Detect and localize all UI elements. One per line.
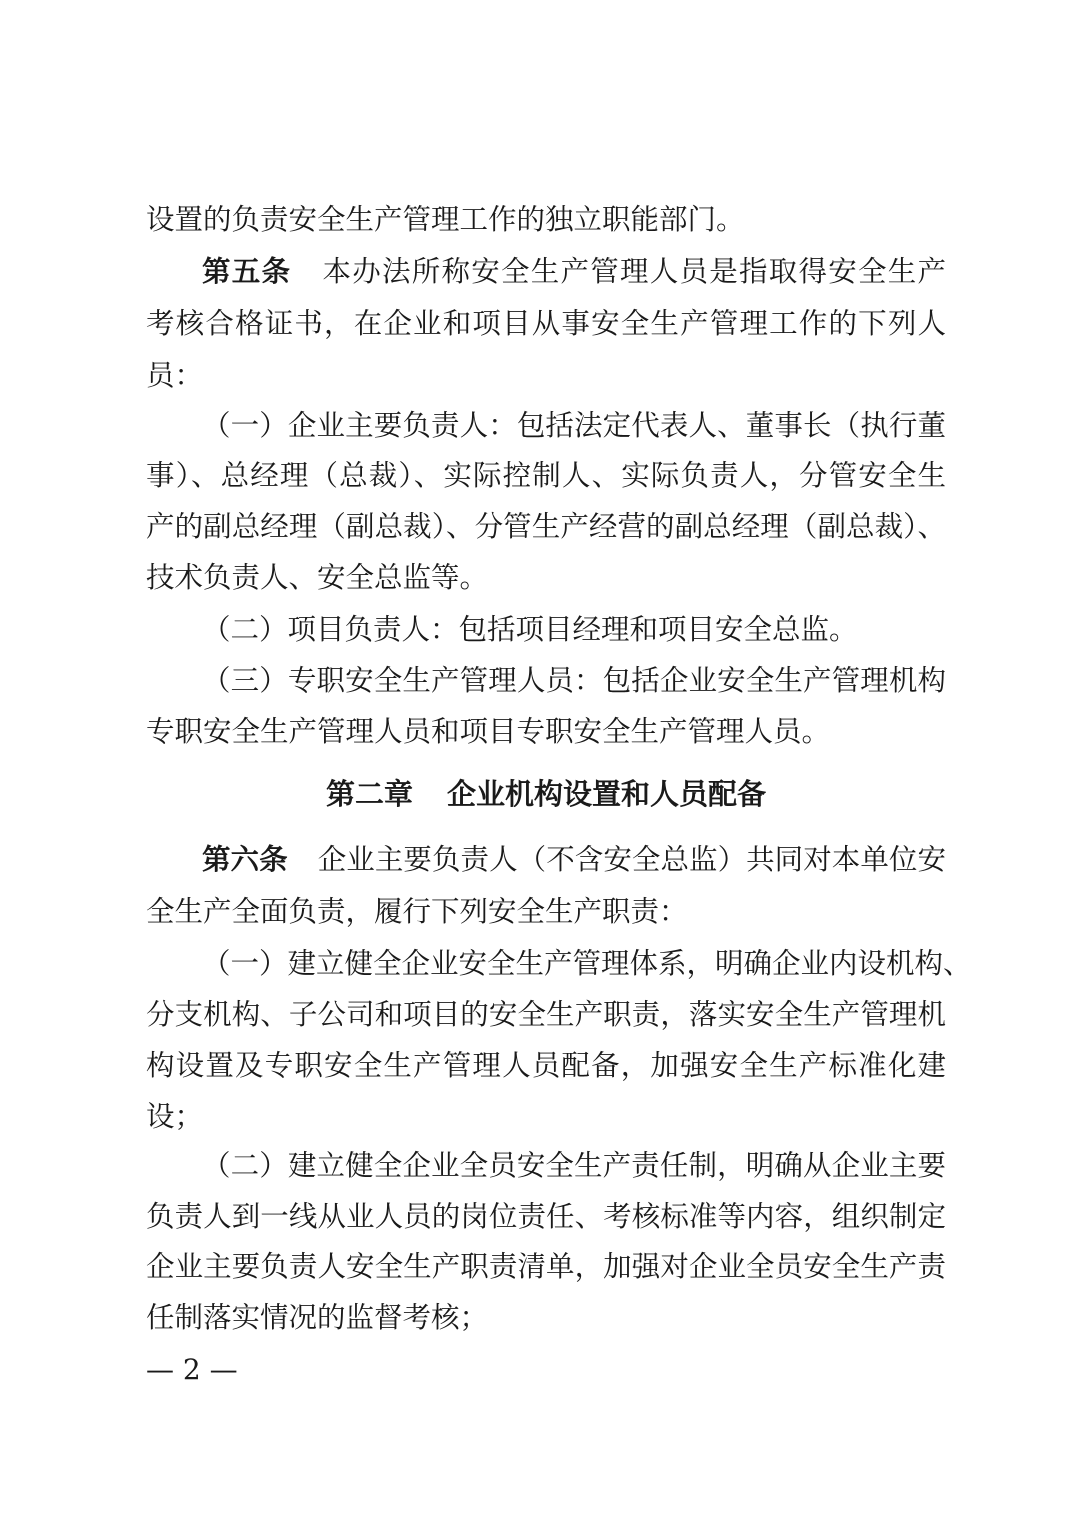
article5-label: 第五条 (202, 255, 292, 288)
item1-line2: 事）、总经理（总裁）、实际控制人、实际负责人，分管安全生 (146, 459, 946, 492)
article5-line2: 考核合格证书，在企业和项目从事安全生产管理工作的下列人 (146, 307, 946, 340)
duty1-line4: 设； (146, 1100, 204, 1133)
item1-line3: 产的副总经理（副总裁）、分管生产经营的副总经理（副总裁）、 (146, 510, 946, 543)
chapter-heading (146, 774, 946, 814)
chapter-title: 企业机构设置和人员配备 (447, 777, 767, 811)
chapter-number: 第二章 (325, 777, 413, 811)
item1-line4: 技术负责人、安全总监等。 (146, 561, 489, 594)
article6-text: 企业主要负责人（不含安全总监）共同对本单位安 (317, 843, 946, 876)
duty2-line3: 企业主要负责人安全生产职责清单，加强对企业全员安全生产责 (146, 1250, 946, 1283)
duty2-line4: 任制落实情况的监督考核； (146, 1301, 489, 1334)
article6-label: 第六条 (202, 843, 288, 876)
item1-line1: （一）企业主要负责人：包括法定代表人、董事长（执行董 (202, 409, 946, 442)
item3-line2: 专职安全生产管理人员和项目专职安全生产管理人员。 (146, 715, 831, 748)
duty2-line1: （二）建立健全企业全员安全生产责任制，明确从企业主要 (202, 1149, 946, 1182)
article5-text: 本办法所称安全生产管理人员是指取得安全生产 (321, 255, 946, 288)
article6-line2: 全生产全面负责，履行下列安全生产职责： (146, 895, 688, 928)
duty1-line1: （一）建立健全企业安全生产管理体系，明确企业内设机构、 (202, 947, 972, 980)
article6-first-line (202, 840, 946, 880)
page-number: — 2 — (146, 1353, 238, 1386)
duty2-line2: 负责人到一线从业人员的岗位责任、考核标准等内容，组织制定 (146, 1200, 946, 1233)
duty1-line2: 分支机构、子公司和项目的安全生产职责，落实安全生产管理机 (146, 998, 946, 1031)
article5-first-line (202, 252, 946, 292)
item3-line1: （三）专职安全生产管理人员：包括企业安全生产管理机构 (202, 664, 946, 697)
intro-line: 设置的负责安全生产管理工作的独立职能部门。 (146, 203, 745, 236)
item2-line1: （二）项目负责人：包括项目经理和项目安全总监。 (202, 613, 858, 646)
duty1-line3: 构设置及专职安全生产管理人员配备，加强安全生产标准化建 (146, 1049, 946, 1082)
article5-line3: 员： (146, 359, 204, 392)
